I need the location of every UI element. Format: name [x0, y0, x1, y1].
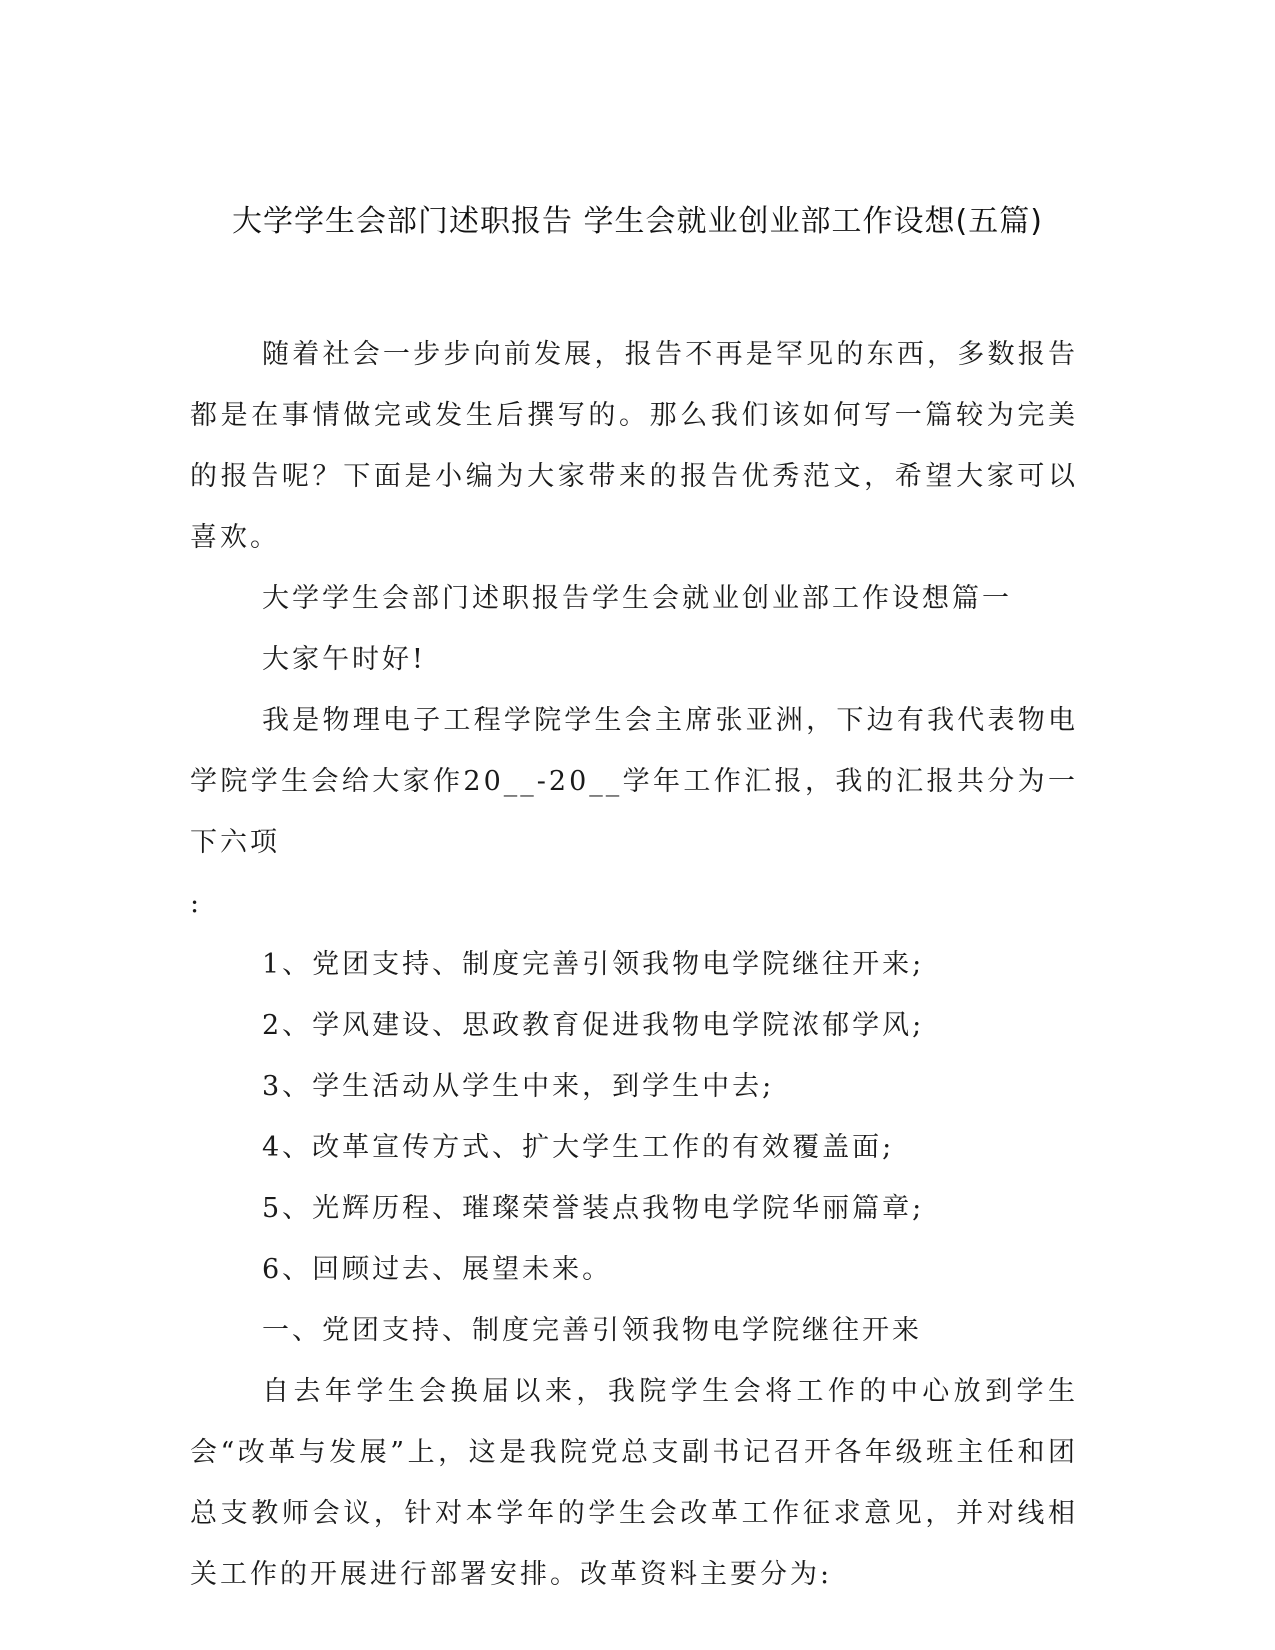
greeting: 大家午时好! — [262, 644, 426, 675]
list-item: 2、学风建设、思政教育促进我物电学院浓郁学风; — [262, 1010, 925, 1041]
list-item: 3、学生活动从学生中来，到学生中去; — [262, 1071, 775, 1102]
section-heading: 大学学生会部门述职报告学生会就业创业部工作设想篇一 — [262, 583, 1012, 614]
self-introduction-paragraph: 我是物理电子工程学院学生会主席张亚洲，下边有我代表物电学院学生会给大家作20__-20__学年工作汇报，我的汇报共分为一下六项 — [190, 705, 1078, 858]
subsection-heading: 一、党团支持、制度完善引领我物电学院继往开来 — [262, 1315, 922, 1346]
list-item: 5、光辉历程、璀璨荣誉装点我物电学院华丽篇章; — [262, 1193, 925, 1224]
list-item: 6、回顾过去、展望未来。 — [262, 1254, 613, 1285]
list-item: 4、改革宣传方式、扩大学生工作的有效覆盖面; — [262, 1132, 895, 1163]
body-paragraph: 自去年学生会换届以来，我院学生会将工作的中心放到学生会“改革与发展”上，这是我院党总支副书记召开各年级班主任和团总支教师会议，针对本学年的学生会改革工作征求意见，并对线相关工作的开展进行部署安排。改革资料主要分为: — [190, 1376, 1078, 1590]
document-body — [190, 324, 1078, 1605]
colon-continuation: : — [190, 888, 203, 919]
intro-paragraph: 随着社会一步步向前发展，报告不再是罕见的东西，多数报告都是在事情做完或发生后撰写的。那么我们该如何写一篇较为完美的报告呢？下面是小编为大家带来的报告优秀范文，希望大家可以喜欢。 — [190, 339, 1078, 553]
list-item: 1、党团支持、制度完善引领我物电学院继往开来; — [262, 949, 925, 980]
document-title: 大学学生会部门述职报告 学生会就业创业部工作设想(五篇) — [232, 204, 1043, 239]
